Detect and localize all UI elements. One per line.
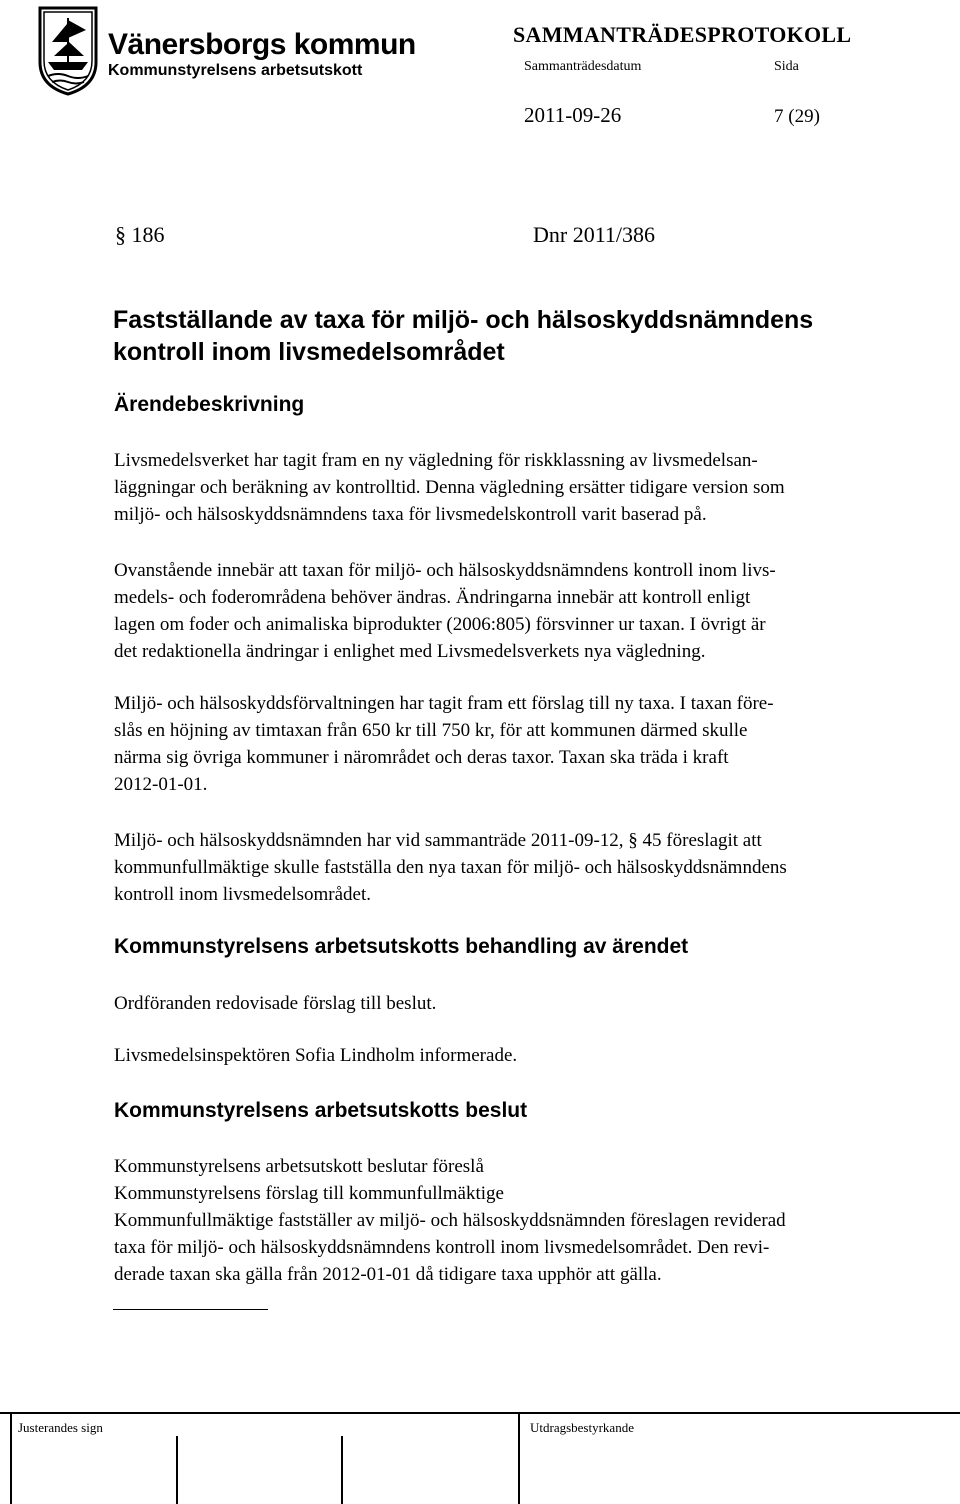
paragraph-line: medels- och foderområdena behöver ändras. Ändringarna innebär att kontroll enligt — [114, 587, 751, 608]
page-title — [113, 304, 913, 368]
organization-subunit: Kommunstyrelsens arbetsutskott — [108, 62, 363, 79]
paragraph-inspector-info — [114, 1042, 944, 1069]
paragraph-line: läggningar och beräkning av kontrolltid. Denna vägledning ersätter tidigare version som — [114, 477, 785, 498]
paragraph-board-decision — [114, 827, 944, 908]
signature-label: Justerandes sign — [18, 1420, 103, 1435]
page-title-line: Fastställande av taxa för miljö- och hälsoskyddsnämndens — [113, 306, 814, 334]
paragraph-line: det redaktionella ändringar i enlighet med Livsmedelsverkets nya vägledning. — [114, 641, 706, 662]
paragraph-change-impact — [114, 557, 944, 665]
paragraph-line: Kommunfullmäktige fastställer av miljö- och hälsoskyddsnämnden föreslagen reviderad — [114, 1210, 786, 1231]
paragraph-line: Livsmedelsinspektören Sofia Lindholm informerade. — [114, 1045, 518, 1066]
case-paragraph-number: § 186 — [115, 222, 165, 247]
paragraph-line: derade taxan ska gälla från 2012-01-01 då tidigare taxa upphör att gälla. — [114, 1264, 662, 1285]
organization-name: Vänersborgs kommun — [108, 28, 416, 61]
paragraph-line: Kommunstyrelsens förslag till kommunfullmäktige — [114, 1183, 504, 1204]
paragraph-line: lagen om foder och animaliska biprodukter (2006:805) försvinner ur taxan. I övrigt är — [114, 614, 766, 635]
signature-box-divider — [341, 1436, 343, 1504]
paragraph-line: Ovanstående innebär att taxan för miljö- och hälsoskyddsnämndens kontroll inom livs- — [114, 560, 776, 581]
page-title-line: kontroll inom livsmedelsområdet — [113, 338, 505, 366]
section-heading-committee-decision: Kommunstyrelsens arbetsutskotts beslut — [114, 1099, 528, 1122]
paragraph-line: miljö- och hälsoskyddsnämndens taxa för livsmedelskontroll varit baserad på. — [114, 504, 707, 525]
meeting-date-label: Sammanträdesdatum — [524, 59, 642, 74]
paragraph-line: Kommunstyrelsens arbetsutskott beslutar föreslå — [114, 1156, 484, 1177]
paragraph-line: slås en höjning av timtaxan från 650 kr till 750 kr, för att kommunen därmed skulle — [114, 720, 748, 741]
paragraph-line: Miljö- och hälsoskyddsnämnden har vid sammanträde 2011-09-12, § 45 föreslagit att — [114, 830, 762, 851]
section-heading-committee-handling: Kommunstyrelsens arbetsutskotts behandling av ärendet — [114, 935, 689, 958]
signature-box-divider — [176, 1436, 178, 1504]
paragraph-line: Livsmedelsverket har tagit fram en ny vägledning för riskklassning av livsmedelsan- — [114, 450, 758, 471]
footer-divider — [0, 1412, 960, 1414]
page-label: Sida — [774, 59, 799, 74]
case-diary-number: Dnr 2011/386 — [533, 222, 656, 247]
paragraph-line: 2012-01-01. — [114, 774, 208, 795]
paragraph-line: kommunfullmäktige skulle fastställa den nya taxan för miljö- och hälsoskyddsnämndens — [114, 857, 787, 878]
document-type: SAMMANTRÄDESPROTOKOLL — [513, 22, 852, 47]
municipal-shield-ship-logo-icon — [36, 4, 100, 96]
paragraph-line: kontroll inom livsmedelsområdet. — [114, 884, 371, 905]
paragraph-chair-proposal — [114, 990, 944, 1017]
paragraph-line: taxa för miljö- och hälsoskyddsnämndens kontroll inom livsmedelsområdet. Den revi- — [114, 1237, 770, 1258]
signature-box-divider — [10, 1412, 12, 1504]
meeting-date-value: 2011-09-26 — [524, 103, 622, 127]
section-heading-case-description: Ärendebeskrivning — [114, 393, 305, 416]
paragraph-proposal — [114, 690, 944, 798]
section-end-divider — [113, 1309, 268, 1310]
paragraph-decision — [114, 1153, 944, 1288]
paragraph-line: närma sig övriga kommuner i närområdet och deras taxor. Taxan ska träda i kraft — [114, 747, 729, 768]
extract-certification-label: Utdragsbestyrkande — [530, 1420, 634, 1435]
paragraph-case-description — [114, 447, 944, 528]
paragraph-line: Miljö- och hälsoskyddsförvaltningen har tagit fram ett förslag till ny taxa. I taxan före- — [114, 693, 774, 714]
signature-box-divider — [518, 1412, 520, 1504]
paragraph-line: Ordföranden redovisade förslag till beslut. — [114, 993, 437, 1014]
page-number-value: 7 (29) — [774, 106, 820, 127]
